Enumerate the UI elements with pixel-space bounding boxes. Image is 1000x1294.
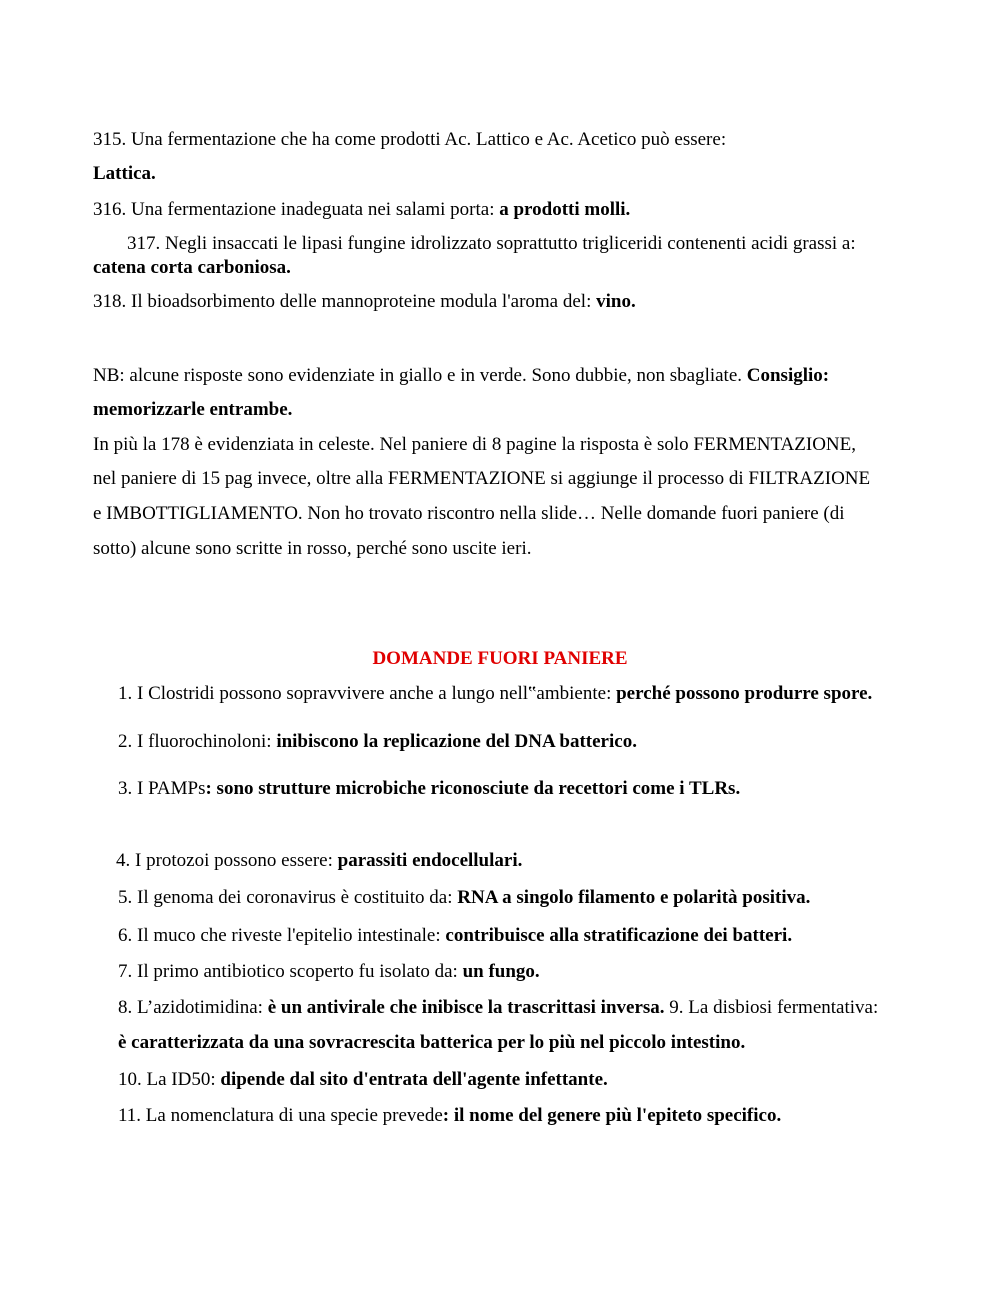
question-text: 2. I fluorochinoloni: xyxy=(118,731,277,752)
question-316 xyxy=(93,198,630,222)
question-text: 315. Una fermentazione che ha come prodotti Ac. Lattico e Ac. Acetico può essere: xyxy=(93,129,727,150)
answer-text: inibiscono la replicazione del DNA batterico. xyxy=(276,731,637,752)
answer-text: è un antivirale che inibisce la trascrittasi inversa. xyxy=(267,997,665,1018)
question-text: 4. I protozoi possono essere: xyxy=(116,850,338,871)
note-line-1 xyxy=(93,364,829,388)
extra-question-3 xyxy=(118,777,740,801)
question-text: 316. Una fermentazione inadeguata nei salami porta: xyxy=(93,199,500,220)
answer-text: RNA a singolo filamento e polarità positiva. xyxy=(457,887,811,908)
note-text: In più la 178 è evidenziata in celeste. Nel paniere di 8 pagine la risposta è solo FERMENTAZIONE, xyxy=(93,434,857,455)
question-315 xyxy=(93,128,726,152)
answer-text: catena corta carboniosa. xyxy=(93,257,291,278)
answer-317 xyxy=(93,256,291,280)
answer-text: dipende dal sito d'entrata dell'agente infettante. xyxy=(220,1069,608,1090)
note-line-4 xyxy=(93,467,870,491)
extra-question-4 xyxy=(116,849,522,873)
extra-question-8 xyxy=(118,996,878,1020)
extra-question-11 xyxy=(118,1104,781,1128)
extra-question-6 xyxy=(118,924,792,948)
question-text: 11. La nomenclatura di una specie prevede xyxy=(118,1105,443,1126)
question-text: 6. Il muco che riveste l'epitelio intestinale: xyxy=(118,925,446,946)
answer-text: contribuisce alla stratificazione dei batteri. xyxy=(445,925,793,946)
answer-text: a prodotti molli. xyxy=(499,199,631,220)
note-advice: Consiglio: xyxy=(746,365,830,386)
extra-question-5 xyxy=(118,886,810,910)
question-317 xyxy=(127,232,856,256)
question-text: 5. Il genoma dei coronavirus è costituito da: xyxy=(118,887,458,908)
note-advice-cont: memorizzarle entrambe. xyxy=(93,399,293,420)
answer-315 xyxy=(93,162,156,186)
note-text: nel paniere di 15 pag invece, oltre alla FERMENTAZIONE si aggiunge il processo di FILTRAZIONE xyxy=(93,468,871,489)
question-text: 3. I PAMPs xyxy=(118,778,206,799)
note-text: NB: alcune risposte sono evidenziate in giallo e in verde. Sono dubbie, non sbagliate. xyxy=(93,365,747,386)
answer-text: parassiti endocellulari. xyxy=(337,850,523,871)
answer-text: : il nome del genere più l'epiteto specifico. xyxy=(442,1105,782,1126)
extra-answer-9 xyxy=(118,1031,745,1055)
answer-text: perché possono produrre spore. xyxy=(616,683,873,704)
question-text: 7. Il primo antibiotico scoperto fu isolato da: xyxy=(118,961,463,982)
note-text: e IMBOTTIGLIAMENTO. Non ho trovato riscontro nella slide… Nelle domande fuori paniere (di xyxy=(93,503,845,524)
question-text: 317. Negli insaccati le lipasi fungine idrolizzato soprattutto trigliceridi contenenti acidi grassi a: xyxy=(127,233,856,254)
extra-question-7 xyxy=(118,960,540,984)
section-title: DOMANDE FUORI PANIERE xyxy=(372,648,628,669)
answer-text: : sono strutture microbiche riconosciute da recettori come i TLRs. xyxy=(205,778,741,799)
note-line-2 xyxy=(93,398,292,422)
question-318 xyxy=(93,290,636,314)
extra-question-1 xyxy=(118,682,872,706)
note-line-6 xyxy=(93,537,531,561)
extra-question-2 xyxy=(118,730,637,754)
note-line-3 xyxy=(93,433,856,457)
answer-text: è caratterizzata da una sovracrescita batterica per lo più nel piccolo intestino. xyxy=(118,1032,746,1053)
question-text: 10. La ID50: xyxy=(118,1069,221,1090)
question-text: 8. L’azidotimidina: xyxy=(118,997,268,1018)
note-line-5 xyxy=(93,502,845,526)
question-text: 318. Il bioadsorbimento delle mannoproteine modula l'aroma del: xyxy=(93,291,597,312)
answer-text: Lattica. xyxy=(93,163,156,184)
answer-text: vino. xyxy=(596,291,636,312)
extra-question-10 xyxy=(118,1068,608,1092)
note-text: sotto) alcune sono scritte in rosso, perché sono uscite ieri. xyxy=(93,538,532,559)
answer-text: un fungo. xyxy=(462,961,540,982)
question-text: 9. La disbiosi fermentativa: xyxy=(664,997,879,1018)
question-text: 1. I Clostridi possono sopravvivere anche a lungo nell‟ambiente: xyxy=(118,683,617,704)
